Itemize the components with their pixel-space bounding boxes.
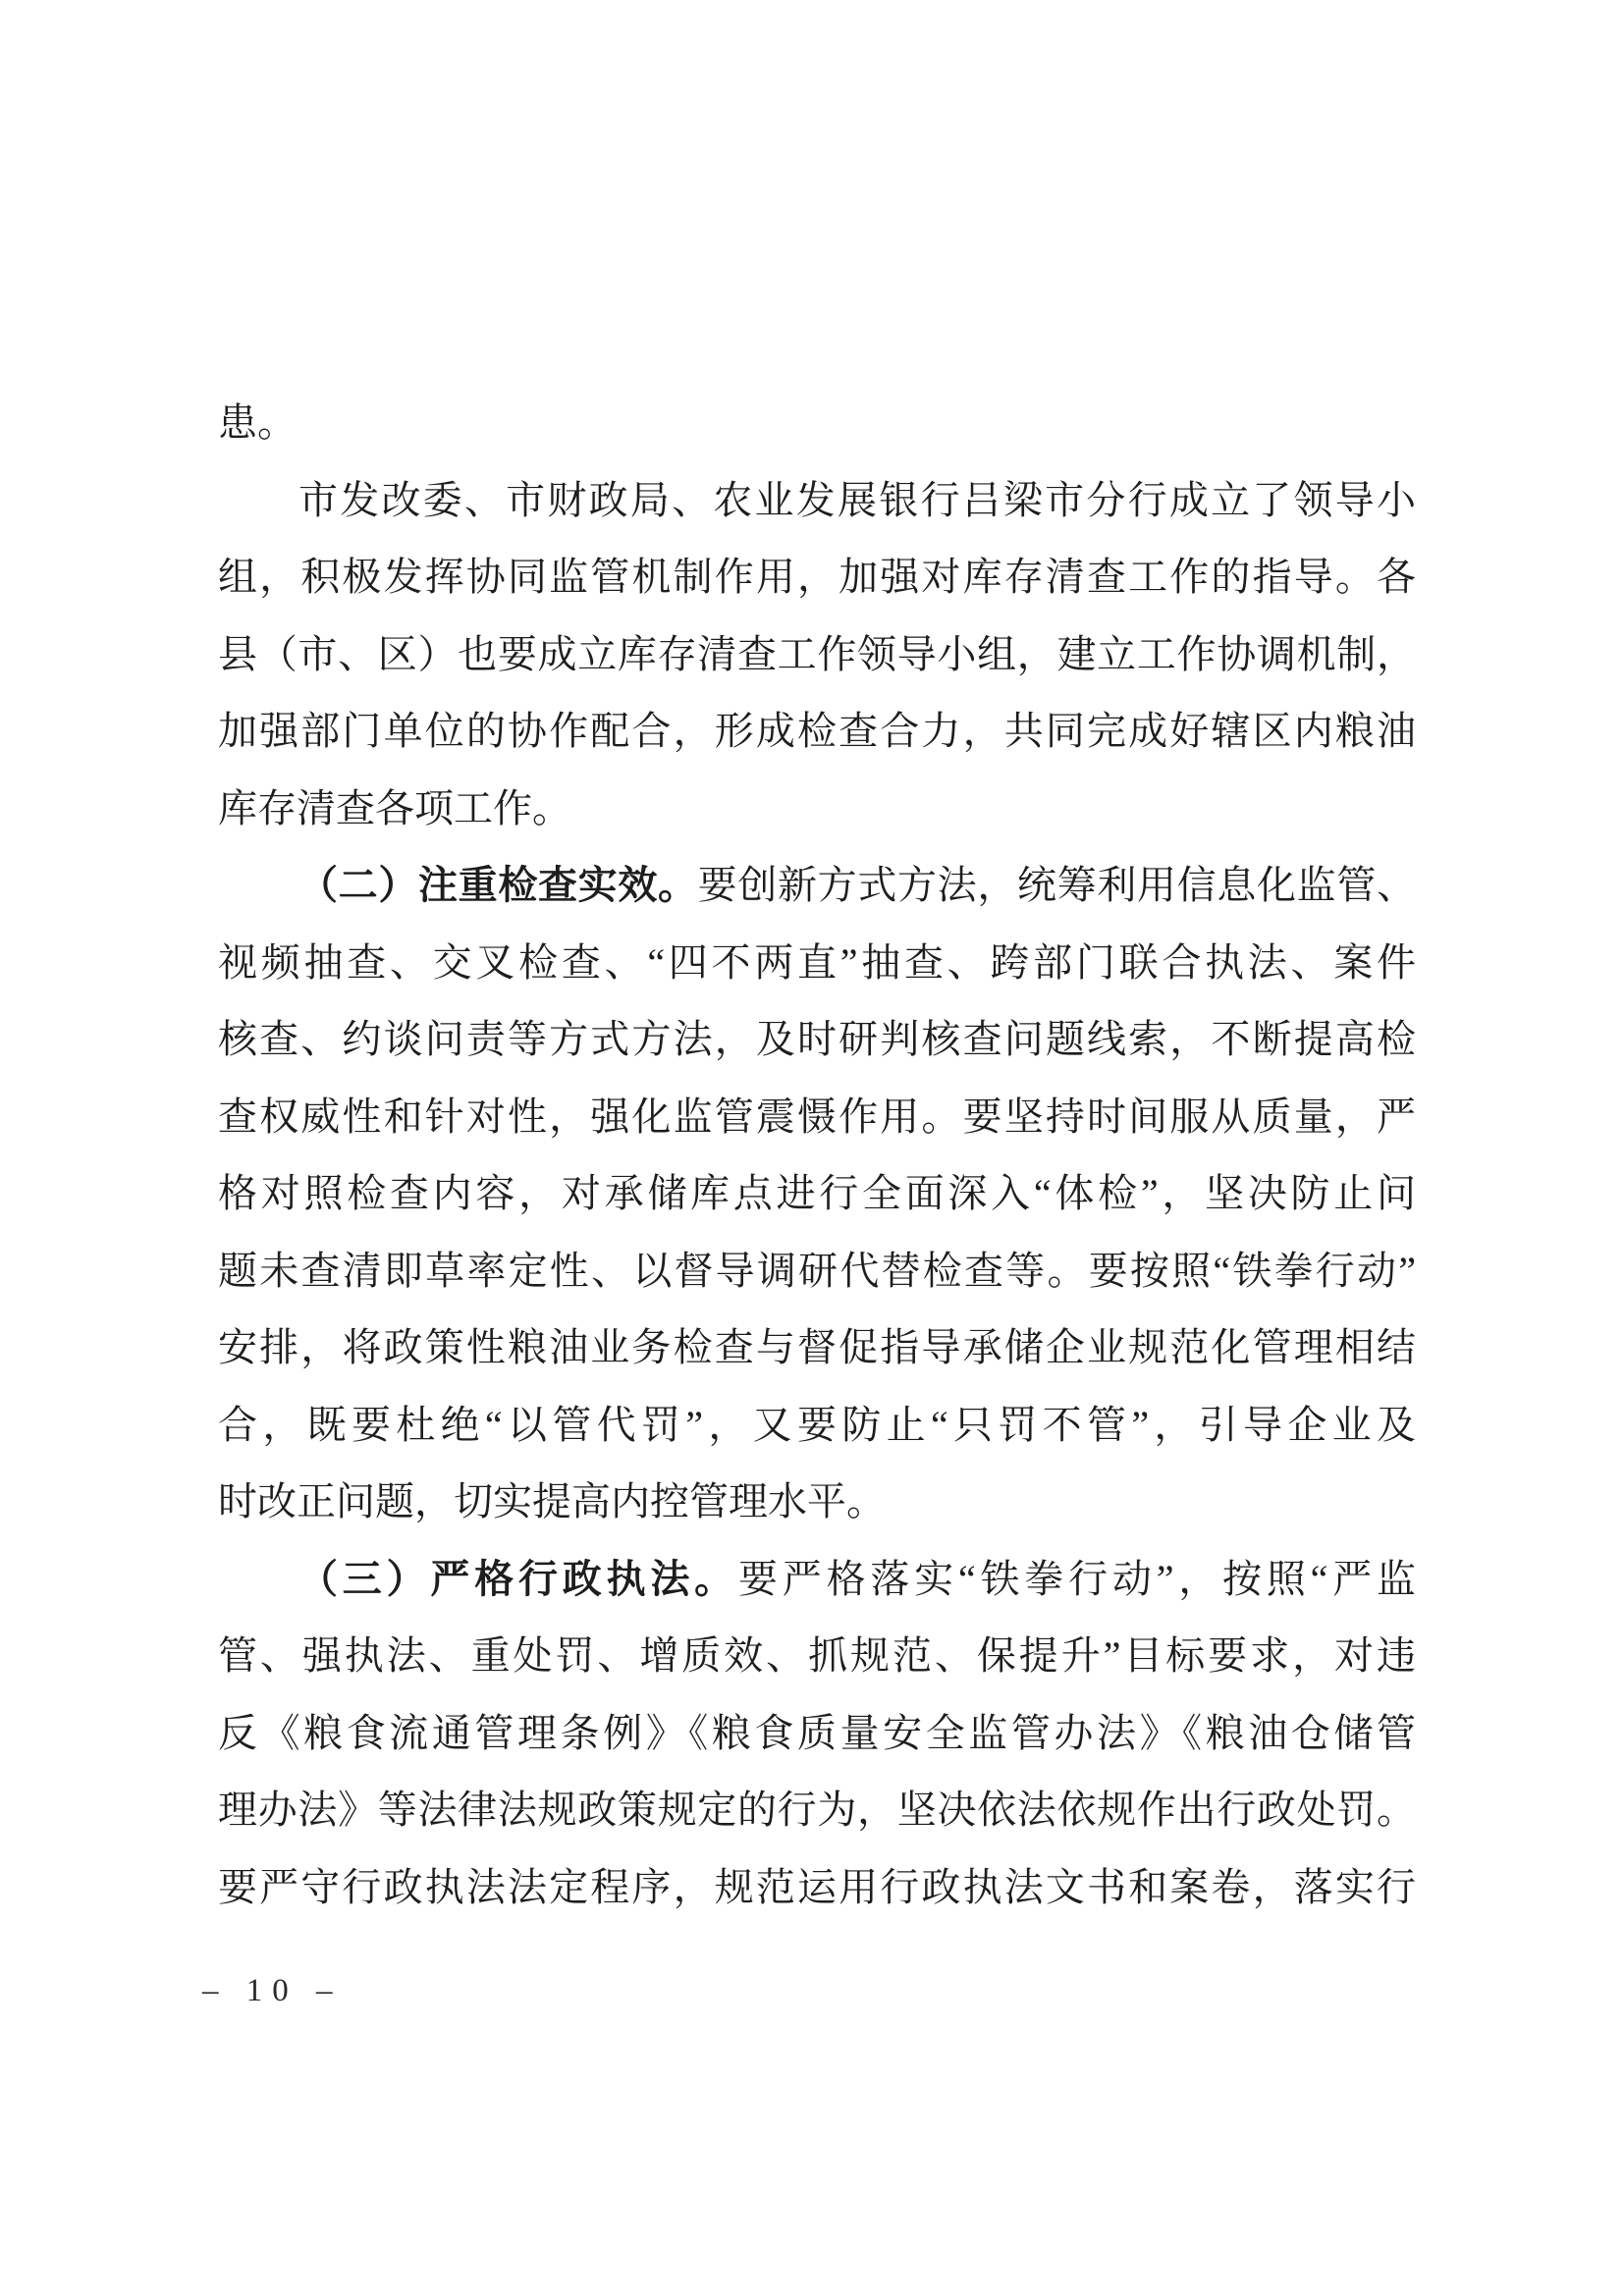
document-line: [218, 1155, 1416, 1233]
document-line: [218, 539, 1416, 616]
document-line: [218, 925, 1416, 1002]
document-line: [218, 385, 1416, 462]
body-text: 题未查清即草率定性、以督导调研代替检查等。要按照“铁拳行动”: [218, 1248, 1416, 1293]
document-line: [218, 771, 1416, 848]
body-text: 要创新方式方法，统筹利用信息化监管、: [697, 863, 1417, 907]
document-line: [218, 1001, 1416, 1079]
body-text: 反《粮食流通管理条例》《粮食质量安全监管办法》《粮油仓储管: [218, 1710, 1416, 1755]
body-text: 患。: [218, 400, 297, 445]
document-line: [218, 616, 1416, 694]
body-text: 县（市、区）也要成立库存清查工作领导小组，建立工作协调机制，: [218, 631, 1416, 676]
document-line: [218, 1772, 1416, 1849]
document-line: [218, 1387, 1416, 1465]
body-text: 格对照检查内容，对承储库点进行全面深入“体检”，坚决防止问: [218, 1171, 1416, 1215]
body-text: 组，积极发挥协同监管机制作用，加强对库存清查工作的指导。各: [218, 555, 1416, 599]
body-text: 理办法》等法律法规政策规定的行为，坚决依法依规作出行政处罚。: [218, 1788, 1416, 1832]
body-text: 合，既要杜绝“以管代罚”，又要防止“只罚不管”，引导企业及: [218, 1402, 1416, 1447]
body-text: 要严格落实“铁拳行动”，按照“严监: [737, 1556, 1417, 1601]
heading-text: （二）注重检查实效。: [298, 863, 698, 907]
document-body: [218, 385, 1416, 1926]
body-text: 时改正问题，切实提高内控管理水平。: [218, 1479, 886, 1523]
page-number: – 10 –: [202, 1973, 343, 2008]
document-line: [218, 1464, 1416, 1541]
document-line: [218, 462, 1416, 540]
document-line: [218, 693, 1416, 771]
body-text: 市发改委、市财政局、农业发展银行吕梁市分行成立了领导小: [298, 477, 1416, 522]
document-line: [218, 1309, 1416, 1387]
document-line: [218, 1079, 1416, 1156]
document-line: [218, 1541, 1416, 1619]
body-text: 管、强执法、重处罚、增质效、抓规范、保提升”目标要求，对违: [218, 1633, 1416, 1678]
document-line: [218, 1695, 1416, 1773]
document-line: [218, 847, 1416, 925]
body-text: 加强部门单位的协作配合，形成检查合力，共同完成好辖区内粮油: [218, 709, 1416, 753]
body-text: 安排，将政策性粮油业务检查与督促指导承储企业规范化管理相结: [218, 1325, 1416, 1369]
body-text: 库存清查各项工作。: [218, 785, 571, 830]
body-text: 要严守行政执法法定程序，规范运用行政执法文书和案卷，落实行: [218, 1864, 1416, 1909]
body-text: 核查、约谈问责等方式方法，及时研判核查问题线索，不断提高检: [218, 1017, 1416, 1061]
body-text: 视频抽查、交叉检查、“四不两直”抽查、跨部门联合执法、案件: [218, 939, 1416, 985]
document-line: [218, 1618, 1416, 1695]
document-line: [218, 1233, 1416, 1310]
document-line: [218, 1849, 1416, 1927]
body-text: 查权威性和针对性，强化监管震慑作用。要坚持时间服从质量，严: [218, 1094, 1416, 1139]
heading-text: （三）严格行政执法。: [298, 1556, 738, 1601]
